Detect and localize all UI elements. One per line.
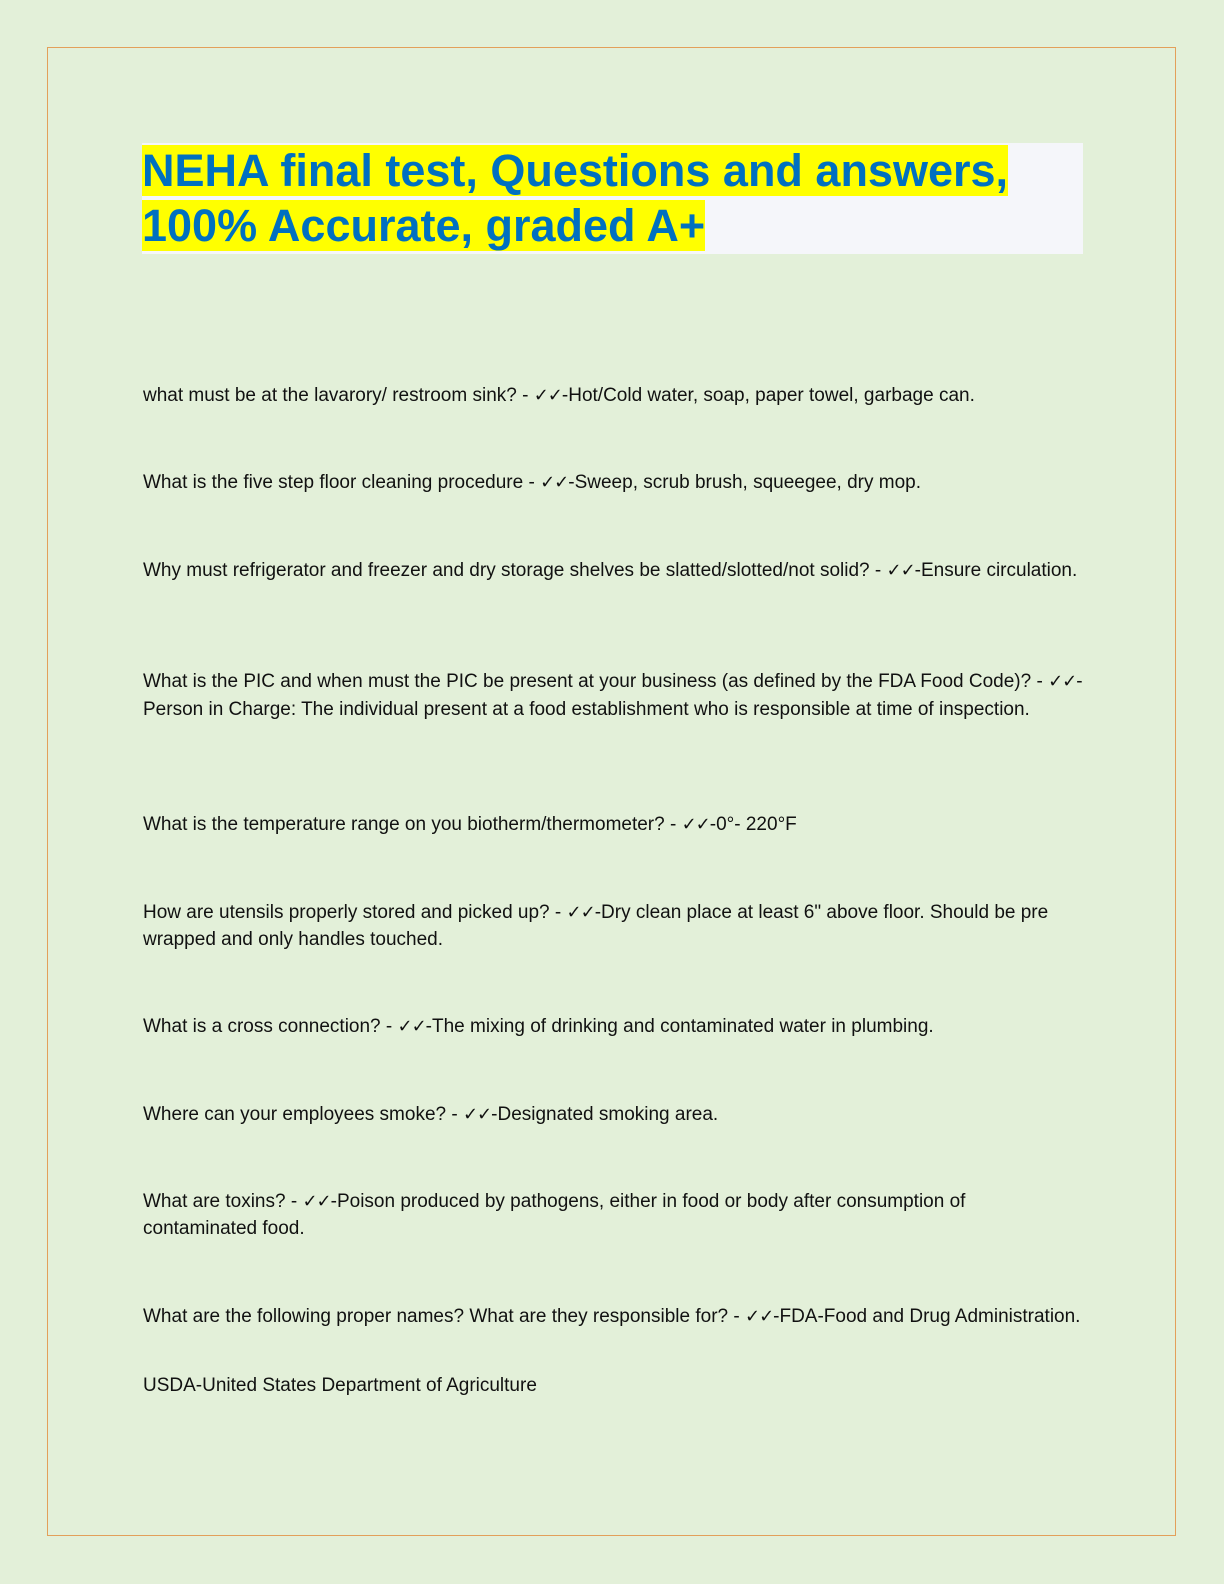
double-check-icon: ✓✓: [302, 1191, 331, 1212]
double-check-icon: ✓✓: [681, 814, 710, 835]
question-text: What is the PIC and when must the PIC be present at your business (as defined by the FDA Food Code)? -: [143, 671, 1049, 692]
title-line-1: NEHA final test, Questions and answers,: [142, 145, 1009, 196]
qa-item-4: [143, 668, 1083, 724]
question-text: What is the temperature range on you biotherm/thermometer? -: [143, 814, 682, 835]
question-text: How are utensils properly stored and picked up? -: [143, 902, 567, 923]
answer-text: -Ensure circulation.: [914, 560, 1078, 581]
qa-item-3: [143, 557, 1083, 584]
qa-item-9: [143, 1188, 1083, 1242]
qa-item-8: [143, 1101, 1083, 1128]
qa-item-2: [143, 469, 1083, 496]
double-check-icon: ✓✓: [533, 385, 562, 406]
double-check-icon: ✓✓: [462, 1104, 492, 1125]
answer-text: -Sweep, scrub brush, squeegee, dry mop.: [568, 472, 922, 493]
answer-text: -Hot/Cold water, soap, paper towel, garbage can.: [561, 385, 975, 406]
answer-text: -Designated smoking area.: [491, 1104, 719, 1125]
question-text: What are the following proper names? What are they responsible for? -: [143, 1306, 745, 1327]
question-text: Why must refrigerator and freezer and dry storage shelves be slatted/slotted/not solid? -: [143, 560, 887, 581]
double-check-icon: ✓✓: [540, 472, 569, 493]
document-title: [142, 143, 1083, 253]
qa-item-10-continuation: USDA-United States Department of Agriculture: [143, 1375, 537, 1396]
answer-text: -Poison produced by pathogens, either in food or body after consumption of contaminated food.: [143, 1191, 966, 1239]
qa-item-10: [143, 1303, 1083, 1330]
double-check-icon: ✓✓: [1048, 671, 1077, 692]
double-check-icon: ✓✓: [566, 902, 595, 923]
question-text: Where can your employees smoke? -: [143, 1104, 463, 1125]
question-text: what must be at the lavarory/ restroom sink? -: [143, 385, 534, 406]
qa-item-6: [143, 899, 1083, 953]
title-block: [142, 143, 1083, 254]
answer-text: -0°- 220°F: [709, 814, 797, 835]
question-text: What is a cross connection? -: [143, 1016, 398, 1037]
answer-text: -Person in Charge: The individual present at a food establishment who is responsible at time of inspection.: [143, 671, 1083, 720]
title-line-2: 100% Accurate, graded A+: [142, 200, 706, 251]
question-text: What is the five step floor cleaning procedure -: [143, 472, 541, 493]
double-check-icon: ✓✓: [744, 1306, 774, 1327]
double-check-icon: ✓✓: [397, 1016, 426, 1037]
qa-item-1: [143, 382, 1083, 409]
question-text: What are toxins? -: [143, 1191, 303, 1212]
qa-item-5: [143, 811, 1083, 838]
double-check-icon: ✓✓: [886, 560, 915, 581]
answer-text: -FDA-Food and Drug Administration.: [773, 1306, 1081, 1327]
answer-text: -Dry clean place at least 6" above floor. Should be pre wrapped and only handles touched.: [143, 902, 1049, 950]
answer-text: -The mixing of drinking and contaminated water in plumbing.: [425, 1016, 934, 1037]
qa-item-7: [143, 1013, 1083, 1040]
